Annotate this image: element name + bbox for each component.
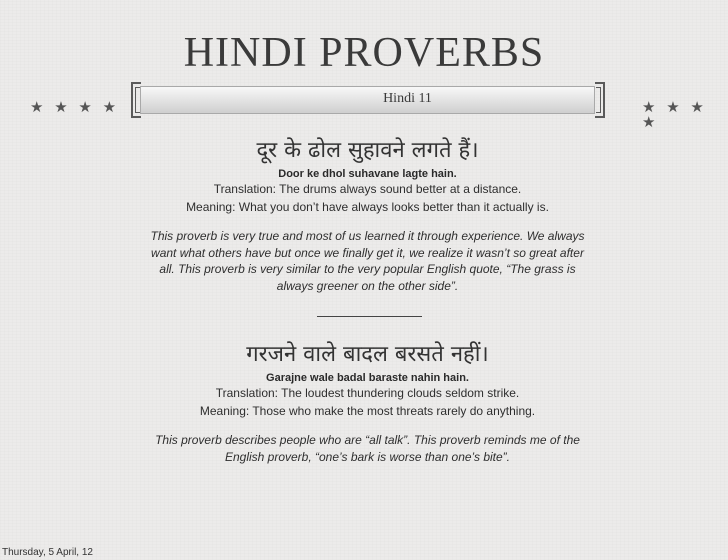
proverb-transliteration: Door ke dhol suhavane lagte hain. [278,168,457,181]
proverb-hindi: गरजने वाले बादल बरसते नहीं। [246,342,489,367]
proverb-block [140,138,595,294]
page-title: HINDI PROVERBS [183,30,545,76]
proverb-hindi: दूर के ढोल सुहावने लगते हैं। [256,138,479,163]
proverb-meaning: Meaning: Those who make the most threats rarely do anything. [199,404,536,419]
stars-left-icon: ★ ★ ★ ★ [30,98,120,116]
proverb-transliteration: Garajne wale badal baraste nahin hain. [266,372,469,385]
banner-right-ornament [595,82,605,118]
proverb-commentary: This proverb describes people who are “all talk”. This proverb reminds me of the English proverb, “one’s bark is worse than one’s bite”. [155,433,580,464]
subtitle: Hindi 11 [383,91,432,106]
proverb-block [140,342,595,465]
stars-right-icon: ★ ★ ★ ★ [642,98,707,131]
proverb-translation: Translation: The loudest thundering clouds seldom strike. [215,386,520,401]
section-divider [317,316,422,317]
slide-date: Thursday, 5 April, 12 [2,547,93,558]
proverb-meaning: Meaning: What you don’t have always looks better than it actually is. [186,200,549,215]
proverb-translation: Translation: The drums always sound better at a distance. [213,182,522,197]
proverb-commentary: This proverb is very true and most of us learned it through experience. We always want what others have but once we finally get it, we realize it wasn’t so great after all. This proverb is very similar to the very popular English quote, “The grass is always greener on the other side”. [150,229,585,293]
